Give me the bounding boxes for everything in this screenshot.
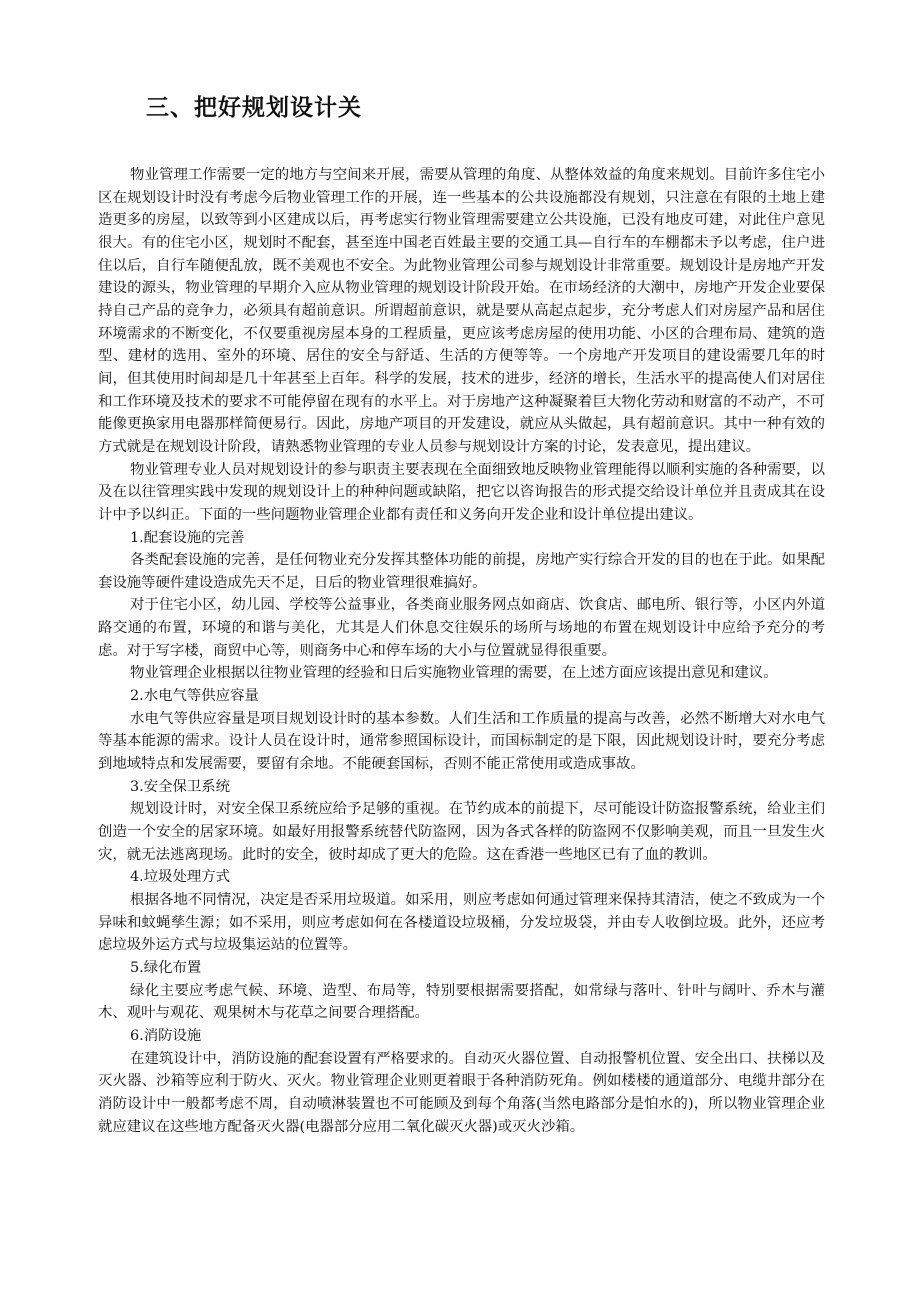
subsection-heading: 2.水电气等供应容量 xyxy=(130,688,259,705)
section-title: 三、把好规划设计关 xyxy=(146,95,362,121)
subsection-heading: 5.绿化布置 xyxy=(130,959,202,976)
paragraph: 各类配套设施的完善，是任何物业充分发挥其整体功能的前提，房地产实行综合开发的目的也在于此。如果配套设施等硬件建设造成先天不足，日后的物业管理很难搞好。 xyxy=(98,552,825,591)
paragraph: 对于住宅小区，幼儿园、学校等公益事业，各类商业服务网点如商店、饮食店、邮电所、银行等，小区内外道路交通的布置，环境的和谐与美化，尤其是人们休息交往娱乐的场所与场地的布置在规划设计中应给予充分的考虑。对于写字楼，商贸中心等，则商务中心和停车场的大小与位置就显得很重要。 xyxy=(98,597,825,659)
paragraph: 物业管理专业人员对规划设计的参与职责主要表现在全面细致地反映物业管理能得以顺利实施的各种需要，以及在以往管理实践中发现的规划设计上的种种问题或缺陷，把它以咨询报告的形式提交给设计单位并且责成其在设计中予以纠正。下面的一些问题物业管理企业都有责任和义务向开发企业和设计单位提出建议。 xyxy=(98,461,825,523)
paragraph: 规划设计时，对安全保卫系统应给予足够的重视。在节约成本的前提下，尽可能设计防盗报警系统，给业主们创造一个安全的居家环境。如最好用报警系统替代防盗网，因为各式各样的防盗网不仅影响美观，而且一旦发生火灾，就无法逃离现场。此时的安全，彼时却成了更大的危险。这在香港一些地区已有了血的教训。 xyxy=(98,801,825,863)
paragraph: 物业管理企业根据以往物业管理的经验和日后实施物业管理的需要，在上述方面应该提出意见和建议。 xyxy=(130,665,778,682)
paragraph: 水电气等供应容量是项目规划设计时的基本参数。人们生活和工作质量的提高与改善，必然不断增大对水电气等基本能源的需求。设计人员在设计时，通常参照国标设计，而国标制定的是下限，因此规划设计时，要充分考虑到地域特点和发展需要，要留有余地。不能硬套国标，否则不能正常使用或造成事故。 xyxy=(98,710,825,773)
document-body xyxy=(98,164,825,1138)
paragraph: 绿化主要应考虑气候、环境、造型、布局等，特别要根据需要搭配，如常绿与落叶、针叶与阔叶、乔木与灌木、观叶与观花、观果树木与花草之间要合理搭配。 xyxy=(98,982,825,1022)
subsection-heading: 6.消防设施 xyxy=(130,1027,202,1044)
subsection-heading: 3.安全保卫系统 xyxy=(130,778,231,795)
paragraph: 在建筑设计中，消防设施的配套设置有严格要求的。自动灭火器位置、自动报警机位置、安全出口、扶梯以及灭火器、沙箱等应利于防火、灭火。物业管理企业则更着眼于各种消防死角。例如楼楼的通道部分、电缆井部分在消防设计中一般都考虑不周，自动喷淋装置也不可能顾及到每个角落(当然电路部分是怕水的)，所以物业管理企业就应建议在这些地方配备灭火器(电器部分应用二氧化碳灭火器)或灭火沙箱。 xyxy=(98,1050,825,1135)
paragraph: 物业管理工作需要一定的地方与空间来开展，需要从管理的角度、从整体效益的角度来规划。目前许多住宅小区在规划设计时没有考虑今后物业管理工作的开展，连一些基本的公共设施都没有规划，只注意在有限的土地上建造更多的房屋，以致等到小区建成以后，再考虑实行物业管理需要建立公共设施，已没有地皮可建，对此住户意见很大。有的住宅小区，规划时不配套，甚至连中国老百姓最主要的交通工具—自行车的车棚都未予以考虑，住户进住以后，自行车随便乱放，既不美观也不安全。为此物业管理公司参与规划设计非常重要。规划设计是房地产开发建设的源头，物业管理的早期介入应从物业管理的规划设计阶段开始。在市场经济的大潮中，房地产开发企业要保持自己产品的竞争力，必须具有超前意识。所谓超前意识，就是要从高起点起步，充分考虑人们对房屋产品和居住环境需求的不断变化，不仅要重视房屋本身的工程质量，更应该考虑房屋的使用功能、小区的合理布局、建筑的造型、建材的选用、室外的环境、居住的安全与舒适、生活的方便等等。一个房地产开发项目的建设需要几年的时间，但其使用时间却是几十年甚至上百年。科学的发展，技术的进步，经济的增长，生活水平的提高使人们对居住和工作环境及技术的要求不可能停留在现有的水平上。对于房地产这种凝聚着巨大物化劳动和财富的不动产，不可能像更换家用电器那样简便易行。因此，房地产项目的开发建设，就应从头做起，具有超前意识。其中一种有效的方式就是在规划设计阶段，请熟悉物业管理的专业人员参与规划设计方案的讨论，发表意见，提出建议。 xyxy=(98,167,825,455)
subsection-heading: 4.垃圾处理方式 xyxy=(130,869,231,886)
subsection-heading: 1.配套设施的完善 xyxy=(130,529,245,546)
paragraph: 根据各地不同情况，决定是否采用垃圾道。如采用，则应考虑如何通过管理来保持其清洁，使之不致成为一个异味和蚊蝇孳生源；如不采用，则应考虑如何在各楼道设垃圾桶，分发垃圾袋，并由专人收倒垃圾。此外，还应考虑垃圾外运方式与垃圾集运站的位置等。 xyxy=(98,892,825,954)
